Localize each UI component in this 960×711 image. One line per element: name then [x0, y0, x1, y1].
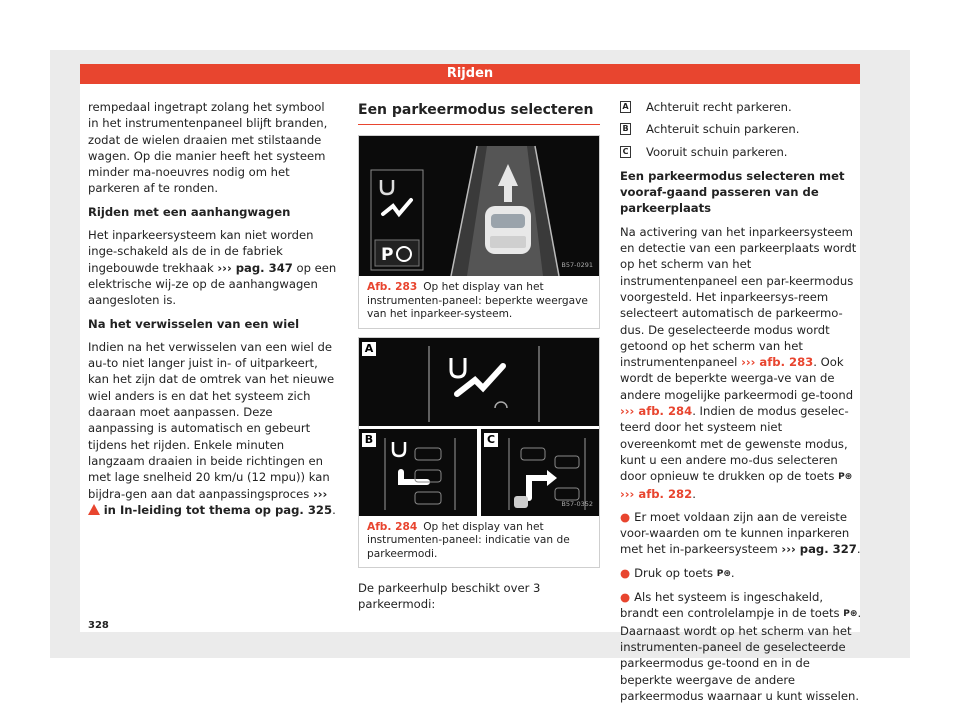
list-item: B Achteruit schuin parkeren.: [620, 121, 862, 137]
column-left: [88, 99, 338, 525]
parking-modes-illustration: [359, 338, 599, 516]
label-c: C: [484, 433, 498, 447]
figure-code: B57-0291: [561, 260, 593, 269]
paragraph: Het inparkeersysteem kan niet worden inge-schakeld als de in de fabriek ingebouwde trekhaak ››› pag. 347 op een elektrische wij-ze op de aanhangwagen aangesloten is.: [88, 228, 337, 308]
chapter-header: Rijden: [80, 64, 860, 84]
figure-283-image: [359, 136, 599, 276]
page-reference-link[interactable]: ››› pag. 347: [217, 260, 293, 275]
column-middle: [358, 99, 600, 620]
bullet-item: ● Als het systeem is ingeschakeld, brandt een controlelampje in de toets P⊛. Daarnaast wordt op het scherm van het instrumenten-paneel de geselecteerde parkeermodus ge-toond en in de beperkte weergave de andere parkeermodus waarnaar u kunt wisselen.: [620, 590, 862, 703]
subheading-trailer: Rijden met een aanhangwagen: [88, 204, 291, 219]
figure-reference-link[interactable]: ››› afb. 284: [620, 404, 693, 419]
subheading-select-mode: Een parkeermodus selecteren met vooraf-gaand passeren van de parkeerplaats: [620, 168, 845, 216]
intro-reference-link[interactable]: in In-leiding tot thema op pag. 325: [103, 502, 333, 517]
figure-reference-link[interactable]: ››› afb. 283: [741, 355, 814, 370]
parking-mode-list: [620, 99, 862, 160]
svg-text:P: P: [381, 245, 394, 265]
bullet-item: ● Er moet voldaan zijn aan de vereiste voor-waarden om te kunnen inparkeren met het in-parkeersysteem ››› pag. 327.: [620, 509, 861, 557]
figure-caption: Afb. 284 Op het display van het instrumenten-paneel: indicatie van de parkeermodi.: [367, 520, 570, 560]
page-number: 328: [88, 620, 109, 631]
subheading-wheel-change: Na het verwisselen van een wiel: [88, 316, 300, 331]
section-title: Een parkeermodus selecteren: [358, 99, 600, 125]
figure-reference-link[interactable]: ››› afb. 282: [620, 486, 693, 501]
figure-284-image: [359, 338, 599, 516]
paragraph: De parkeerhulp beschikt over 3 parkeermodi:: [358, 581, 541, 612]
label-a: A: [362, 342, 376, 356]
display-restricted-view-illustration: [359, 136, 599, 276]
park-assist-key-icon: P⊛: [843, 609, 858, 620]
list-item: A Achteruit recht parkeren.: [620, 99, 862, 115]
figure-caption: Afb. 283 Op het display van het instrumenten-paneel: beperkte weergave van het inparkeer-systeem.: [367, 281, 588, 320]
park-assist-key-icon: P⊛: [716, 568, 731, 579]
figure-code: B57-0352: [561, 500, 593, 509]
bullet-item: ● Druk op toets P⊛.: [620, 565, 735, 580]
page-reference-link[interactable]: ››› pag. 327: [781, 542, 857, 557]
figure-284: [358, 337, 600, 569]
paragraph: Na activering van het inparkeersysteem en detectie van een parkeerplaats wordt op het scherm van het instrumentenpaneel een par-keermodus voorgesteld. Het inparkeersys-reem selecteert automatisch de parkeermo-dus. De geselecteerde modus wordt getoond op het scherm van het instrumentenpaneel ››› afb. 283. Ook wordt de beperkte weerga-ve van de andere mogelijke parkeermodi ge-toond ››› afb. 284. Indien de modus geselec-teerd door het systeem niet overeenkomt met de gewenste modus, kunt u een andere mo-dus selecteren door opnieuw te drukken op de toets P⊛ ››› afb. 282.: [620, 224, 857, 501]
paragraph: rempedaal ingetrapt zolang het symbool in het instrumentenpaneel blijft branden, zodat de wielen draaien met stilstaande wagen. Op die manier heeft het systeem minder ma-noeuvres nodig om het parkeren af te ronden.: [88, 100, 328, 196]
column-right: [620, 99, 862, 711]
list-item: C Vooruit schuin parkeren.: [620, 144, 862, 160]
label-b: B: [362, 433, 376, 447]
paragraph: Indien na het verwisselen van een wiel de au-to niet langer juist in- of uitparkeert, kan het zijn dat de omtrek van het nieuwe wiel anders is en dat het systeem zich daaraan moet aanpassen. Deze aanpassing is automatisch en gebeurt tijdens het rijden. Enkele minuten langzaam draaien in beide richtingen en met lage snelheid 20 km/u (12 mpu)) kan bijdra-gen aan dat aanpassingsproces ››› in In-leiding tot thema op pag. 325.: [88, 339, 336, 517]
park-assist-key-icon: P⊛: [838, 472, 853, 483]
figure-283: [358, 135, 600, 329]
warning-icon: [88, 504, 100, 515]
